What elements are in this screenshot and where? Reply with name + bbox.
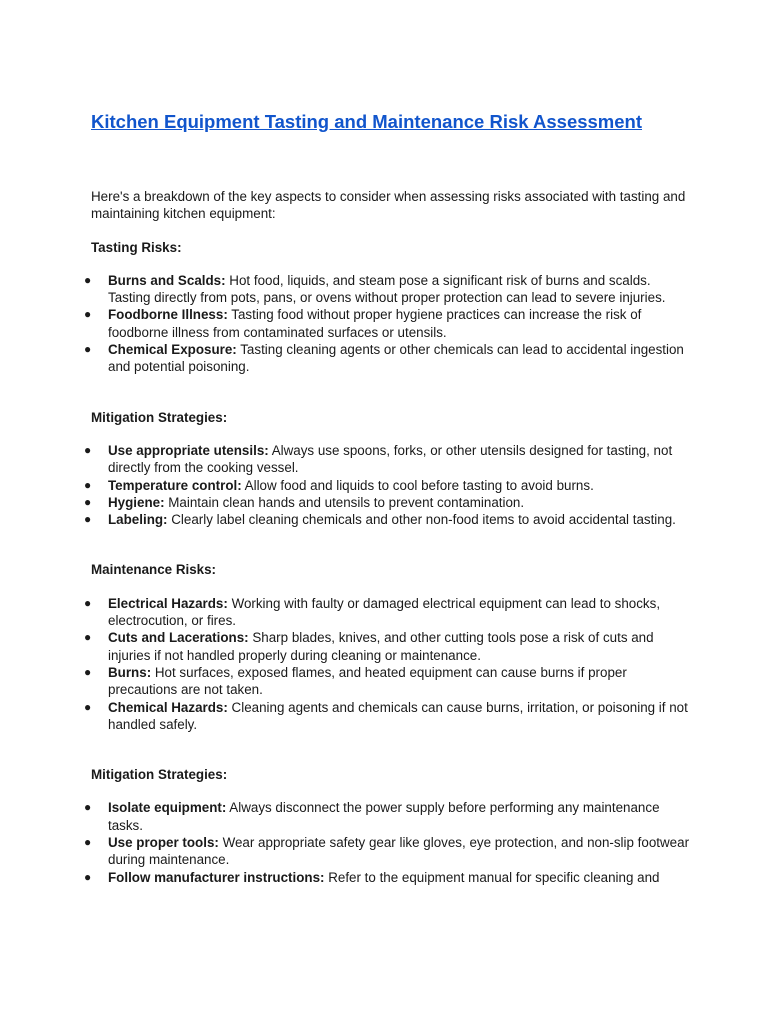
section-tasting-mitigation bbox=[84, 409, 691, 529]
list-item bbox=[84, 494, 691, 511]
list-item bbox=[84, 306, 691, 341]
bullet-list bbox=[84, 442, 691, 528]
bullet-icon: ● bbox=[84, 477, 92, 492]
bullet-icon: ● bbox=[84, 595, 92, 610]
list-item bbox=[84, 629, 691, 664]
item-text: Always use spoons, forks, or other utensils designed for tasting, not directly from the cooking vessel. bbox=[108, 442, 673, 476]
document-title-link[interactable]: Kitchen Equipment Tasting and Maintenance Risk Assessment bbox=[91, 111, 643, 132]
item-term: Foodborne Illness: bbox=[108, 307, 228, 323]
item-text: Wear appropriate safety gear like gloves, eye protection, and non-slip footwear during maintenance. bbox=[108, 835, 690, 868]
item-term: Electrical Hazards: bbox=[108, 595, 228, 611]
item-term: Hygiene: bbox=[108, 494, 165, 510]
bullet-icon: ● bbox=[84, 342, 92, 357]
list-item bbox=[84, 834, 691, 869]
bullet-icon: ● bbox=[84, 800, 92, 815]
list-item bbox=[84, 664, 691, 699]
list-item bbox=[84, 442, 691, 477]
list-item bbox=[84, 341, 691, 376]
section-heading: Tasting Risks: bbox=[91, 239, 182, 255]
section-maintenance-risks bbox=[84, 561, 691, 733]
item-text: Working with faulty or damaged electrical equipment can lead to shocks, electrocution, or fires. bbox=[108, 595, 661, 629]
bullet-icon: ● bbox=[84, 307, 92, 322]
section-heading: Mitigation Strategies: bbox=[91, 767, 228, 783]
item-text: Clearly label cleaning chemicals and other non-food items to avoid accidental tasting. bbox=[167, 512, 676, 528]
list-item bbox=[84, 699, 691, 734]
bullet-icon: ● bbox=[84, 494, 92, 509]
section-heading: Maintenance Risks: bbox=[91, 562, 217, 578]
list-item bbox=[84, 869, 691, 886]
item-term: Use appropriate utensils: bbox=[108, 442, 269, 458]
item-text: Hot surfaces, exposed flames, and heated equipment can cause burns if proper precautions are not taken. bbox=[108, 664, 627, 698]
bullet-list bbox=[84, 799, 691, 885]
list-item bbox=[84, 272, 691, 307]
list-item bbox=[84, 477, 691, 494]
bullet-icon: ● bbox=[84, 630, 92, 645]
item-term: Chemical Hazards: bbox=[108, 699, 228, 715]
item-text: Cleaning agents and chemicals can cause burns, irritation, or poisoning if not handled safely. bbox=[108, 699, 688, 732]
section-heading: Mitigation Strategies: bbox=[91, 409, 228, 425]
item-term: Labeling: bbox=[108, 512, 168, 528]
bullet-list bbox=[84, 272, 691, 376]
item-term: Burns: bbox=[108, 664, 152, 680]
item-text: Allow food and liquids to cool before tasting to avoid burns. bbox=[241, 477, 594, 493]
list-item bbox=[84, 799, 691, 834]
intro-paragraph: Here's a breakdown of the key aspects to consider when assessing risks associated with tasting and maintaining kitchen equipment: bbox=[91, 189, 686, 222]
bullet-icon: ● bbox=[84, 512, 92, 527]
item-term: Chemical Exposure: bbox=[108, 342, 237, 358]
bullet-icon: ● bbox=[84, 442, 92, 457]
section-maintenance-mitigation bbox=[84, 766, 691, 886]
bullet-icon: ● bbox=[84, 869, 92, 884]
list-item bbox=[84, 595, 691, 630]
bullet-icon: ● bbox=[84, 664, 92, 679]
item-term: Isolate equipment: bbox=[108, 800, 227, 816]
item-text: Maintain clean hands and utensils to prevent contamination. bbox=[164, 494, 525, 510]
item-term: Burns and Scalds: bbox=[108, 272, 226, 288]
bullet-list bbox=[84, 595, 691, 733]
item-text: Hot food, liquids, and steam pose a significant risk of burns and scalds. Tasting directly from pots, pans, or ovens without proper protection can lead to severe injuries. bbox=[108, 272, 666, 306]
document-body bbox=[84, 188, 691, 886]
bullet-icon: ● bbox=[84, 699, 92, 714]
item-term: Use proper tools: bbox=[108, 835, 219, 851]
item-text: Tasting cleaning agents or other chemicals can lead to accidental ingestion and potential poisoning. bbox=[108, 342, 684, 375]
bullet-icon: ● bbox=[84, 272, 92, 287]
item-term: Cuts and Lacerations: bbox=[108, 630, 249, 646]
item-text: Refer to the equipment manual for specific cleaning and bbox=[324, 869, 660, 885]
section-tasting-risks bbox=[84, 239, 691, 376]
item-text: Tasting food without proper hygiene practices can increase the risk of foodborne illness from contaminated surfaces or utensils. bbox=[108, 307, 642, 340]
bullet-icon: ● bbox=[84, 835, 92, 850]
item-text: Sharp blades, knives, and other cutting tools pose a risk of cuts and injuries if not handled properly during cleaning or maintenance. bbox=[108, 630, 654, 663]
item-term: Follow manufacturer instructions: bbox=[108, 869, 325, 885]
item-term: Temperature control: bbox=[108, 477, 242, 493]
list-item bbox=[84, 511, 691, 528]
item-text: Always disconnect the power supply before performing any maintenance tasks. bbox=[108, 800, 660, 833]
